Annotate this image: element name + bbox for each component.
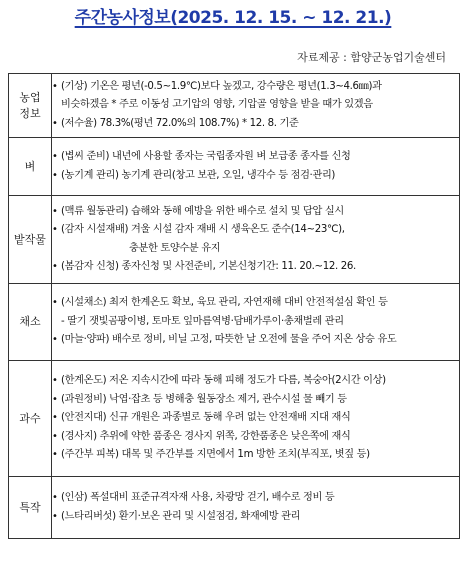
- list-item: • (시설채소) 최저 한계온도 확보, 육묘 관리, 자연재해 대비 안전적설심 확인 등: [52, 294, 459, 313]
- section-row-special-crops: [9, 477, 460, 539]
- section-category: 특작: [9, 477, 52, 539]
- source-note: 자료제공 : 함양군농업기술센터: [297, 51, 446, 64]
- section-row-rice: [9, 138, 460, 196]
- list-item-continuation: - 딸기 잿빛곰팡이병, 토마토 잎마름역병·담배가루이·총채벌레 관리: [61, 315, 344, 327]
- list-item: • (인삼) 폭설대비 표준규격자재 사용, 차광망 걷기, 배수로 정비 등: [52, 489, 459, 508]
- list-item-continuation: 충분한 토양수분 유지: [129, 242, 221, 254]
- list-item: • (주간부 피복) 대목 및 주간부를 지면에서 1m 방한 조치(부직포, 볏짚 등): [52, 446, 459, 465]
- list-item: • (맥류 월동관리) 습해와 동해 예방을 위한 배수로 설치 및 답압 실시: [52, 203, 459, 222]
- section-category: 과수: [9, 361, 52, 477]
- list-item: • (농기계 관리) 농기계 관리(창고 보관, 오일, 냉각수 등 점검·관리): [52, 167, 459, 186]
- list-item: • (느타리버섯) 환기·보온 관리 및 시설점검, 화재예방 관리: [52, 508, 459, 527]
- page-title-text: 주간농사정보(2025. 12. 15. ~ 12. 21.): [74, 8, 392, 28]
- category-line: 농업 정보: [19, 90, 41, 120]
- section-body: [52, 284, 460, 361]
- list-item: • (마늘·양파) 배수로 정비, 비닐 고정, 따뜻한 날 오전에 물을 주어 지온 상승 유도: [52, 331, 459, 350]
- section-body: [52, 138, 460, 196]
- section-body: [52, 361, 460, 477]
- section-body: [52, 74, 460, 138]
- farming-info-table: [8, 73, 460, 539]
- section-body: [52, 477, 460, 539]
- section-category: 밭작물: [9, 196, 52, 284]
- section-body: [52, 196, 460, 284]
- page-title: [0, 3, 466, 28]
- list-item: • (과원정비) 낙엽·잡초 등 병해충 월동장소 제거, 관수시설 물 빼기 등: [52, 391, 459, 410]
- section-row-vegetables: [9, 284, 460, 361]
- list-item: • (감자 시설재배) 겨울 시설 감자 재배 시 생육온도 준수(14~23℃),: [52, 221, 459, 240]
- list-item: • (기상) 기온은 평년(-0.5~1.9℃)보다 높겠고, 강수량은 평년(1.3~4.6㎜)과: [52, 78, 459, 97]
- list-item: • (저수율) 78.3%(평년 72.0%의 108.7%) * 12. 8. 기준: [52, 115, 459, 134]
- list-item-continuation: 비슷하겠음 * 주로 이동성 고기압의 영향, 기압골 영향을 받을 때가 있겠음: [61, 99, 373, 111]
- list-item: • (경사지) 추위에 약한 품종은 경사지 위쪽, 강한품종은 낮은쪽에 재식: [52, 428, 459, 447]
- section-category: 채소: [9, 284, 52, 361]
- list-item: • (안전지대) 신규 개원은 과종별로 동해 우려 없는 안전재배 지대 재식: [52, 409, 459, 428]
- list-item: • (봄감자 신청) 종자신청 및 사전준비, 기본신청기간: 11. 20.~12. 26.: [52, 258, 459, 277]
- section-row-agri-info: [9, 74, 460, 138]
- section-row-field-crops: [9, 196, 460, 284]
- section-category: 벼: [9, 138, 52, 196]
- list-item: • (볍씨 준비) 내년에 사용할 종자는 국립종자원 벼 보급종 종자를 신청: [52, 148, 459, 167]
- section-category: [9, 74, 52, 138]
- list-item: • (한계온도) 저온 지속시간에 따라 동해 피해 정도가 다름, 복숭아(2시간 이상): [52, 372, 459, 391]
- section-row-fruit-trees: [9, 361, 460, 477]
